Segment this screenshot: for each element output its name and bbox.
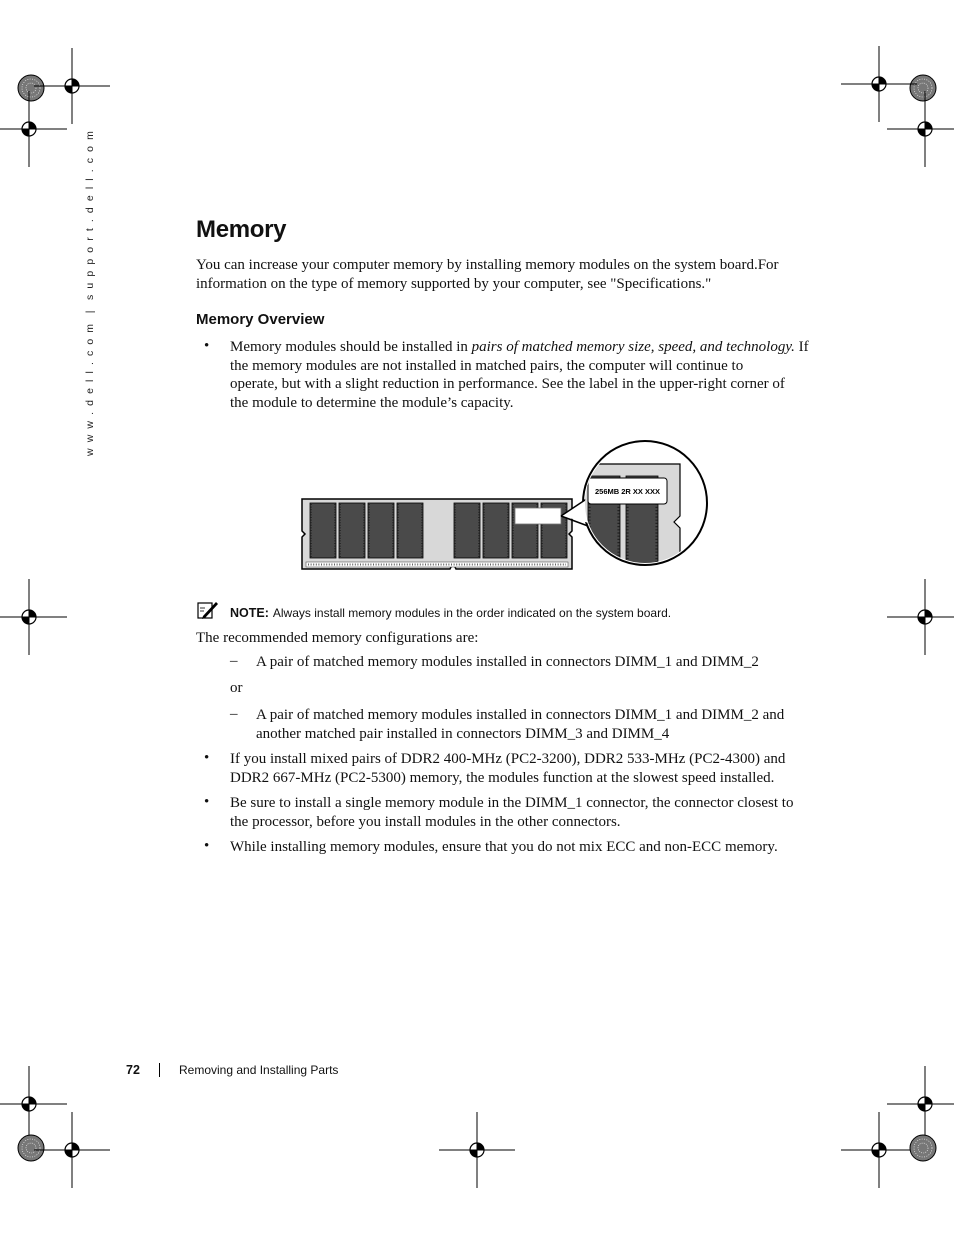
config-item-1: A pair of matched memory modules installed in connectors DIMM_1 and DIMM_2 (256, 654, 759, 670)
bullet-marker: • (204, 750, 210, 766)
or-text: or (230, 680, 243, 696)
recommended-text: The recommended memory configurations are: (196, 630, 479, 646)
section-heading: Memory Overview (196, 311, 325, 328)
note (230, 604, 671, 622)
intro-paragraph: You can increase your computer memory by installing memory modules on the system board.For information on the type of memory supported by your computer, see "Specifications." (196, 257, 779, 292)
module-label-text: 256MB 2R XX XXX (594, 487, 661, 496)
bullet-item-mixed-pairs: If you install mixed pairs of DDR2 400-MHz (PC2-3200), DDR2 533-MHz (PC2-4300) and DDR2 667-MHz (PC2-5300) memory, the modules function at the slowest speed installed. (230, 751, 786, 786)
config-item-2: A pair of matched memory modules installed in connectors DIMM_1 and DIMM_2 and another matched pair installed in connectors DIMM_3 and DIMM_4 (256, 707, 785, 742)
bullet-marker: • (204, 838, 210, 854)
note-text: Always install memory modules in the order indicated on the system board. (272, 606, 672, 620)
bullet-item-ecc: While installing memory modules, ensure that you do not mix ECC and non-ECC memory. (230, 839, 778, 855)
footer-divider (159, 1063, 160, 1077)
bullet-marker: • (204, 338, 210, 354)
bullet-marker: • (204, 794, 210, 810)
bullet-item-matched-pairs: Memory modules should be installed in pairs of matched memory size, speed, and technology. If the memory modules are not installed in matched pairs, the computer will continue to operate, but with a slight reduction in performance. See the label in the upper-right corner of the module to determine the module’s capacity. (230, 339, 809, 411)
footer-section-title: Removing and Installing Parts (179, 1063, 339, 1077)
page-number: 72 (126, 1063, 140, 1077)
sidebar-url: w w w . d e l l . c o m | s u p p o r t . d e l l . c o m (84, 129, 96, 456)
bullet-item-dimm1: Be sure to install a single memory module in the DIMM_1 connector, the connector closest to the processor, before you install modules in the other connectors. (230, 795, 794, 830)
memory-module-illustration (296, 436, 716, 576)
dash-marker: – (230, 653, 238, 669)
note-label: NOTE: (230, 606, 269, 620)
dash-marker: – (230, 706, 238, 722)
note-pencil-icon (197, 600, 219, 622)
page-title: Memory (196, 216, 287, 243)
